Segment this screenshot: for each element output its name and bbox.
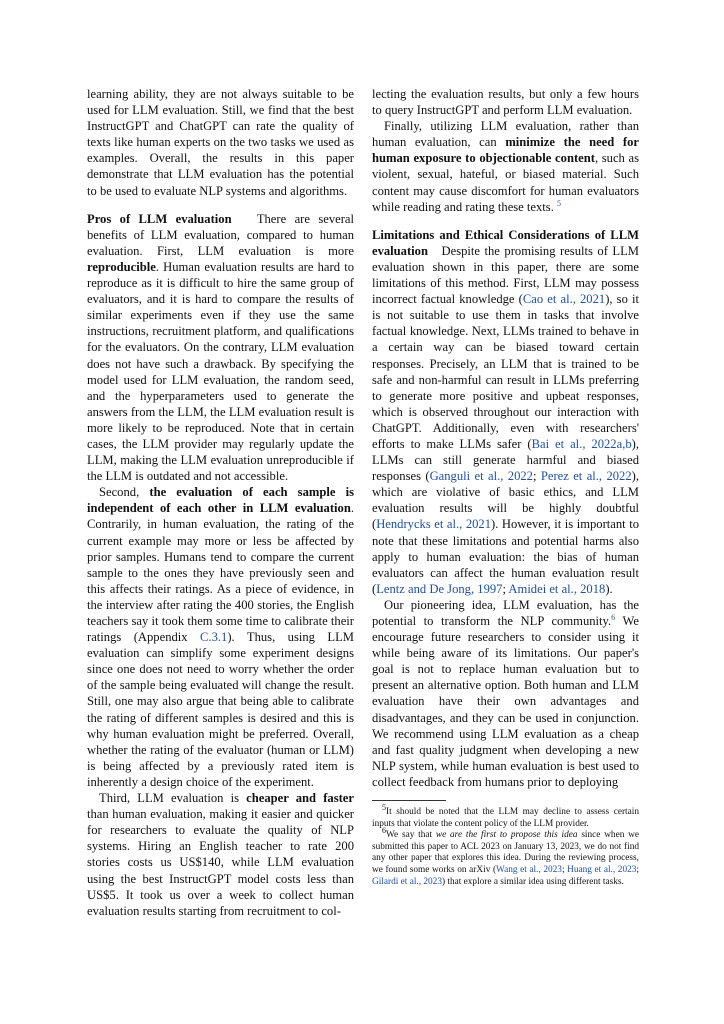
citation-ganguli[interactable]: Ganguli et al., 2022 — [429, 469, 533, 484]
section-heading-limitations: Limitations and Ethical Considerations of LLM evaluation — [372, 227, 639, 258]
citation-huang[interactable]: Huang et al., 2023 — [567, 865, 637, 875]
paragraph-second: Second, the evaluation of each sample is independent of each other in LLM evaluation. Contrarily, in human evaluation, the rating of the current example may more or less be affected by prior samples. Humans tend to compare the current sample to the ones they have previously seen and this affects their ratings. As a piece of evidence, in the interview after rating the 400 stories, the English teachers say it took them some time to calibrate their ratings (Appendix C.3.1). Thus, using LLM evaluation can simplify some experiment designs since one does not need to worry whether the order of the sample being evaluated will change the result. Still, one may also argue that being able to calibrate the rating of different samples is desired and this is why human evaluation might be preferred. Overall, whether the rating of the evaluator (human or LLM) is being affected by a previously rated item is inherently a design choice of the experiment. — [87, 485, 354, 789]
footnote-ref-6[interactable]: 6 — [611, 612, 616, 622]
emphasis-independent: the evaluation of each sample is independent of each other in LLM evaluation — [87, 485, 354, 516]
citation-lentz[interactable]: Lentz and De Jong, 1997 — [376, 581, 503, 596]
paragraph-intro: learning ability, they are not always suitable to be used for LLM evaluation. Still, we find that the best InstructGPT and ChatGPT can rate the quality of texts like human experts on the two tasks we used as examples. Overall, the results in this paper demonstrate that LLM evaluation has the potential to be used to evaluate NLP systems and algorithms. — [87, 87, 354, 198]
paragraph-pioneering: Our pioneering idea, LLM evaluation, has the potential to transform the NLP community.$^6$ We encourage future researchers to consider using it while being aware of its limitations. Our paper's goal is not to replace human evaluation but to present an alternative option. Both human and LLM evaluation have their own advantages and disadvantages, and they can be used in conjunction. We recommend using LLM evaluation as a cheap and fast quality judgment when developing a new NLP system, while human evaluation is best used to collect feedback from humans prior to deploying — [372, 597, 639, 789]
paragraph-finally: Finally, utilizing LLM evaluation, rather than human evaluation, can minimize the need for human exposure to objectionable content, such as violent, sexual, hateful, or biased material. Such content may cause discomfort for human evaluators while reading and rating these texts. $^5$ — [372, 119, 639, 214]
citation-cao[interactable]: Cao et al., 2021 — [522, 292, 606, 307]
footnote-5: $^5$It should be noted that the LLM may decline to assess certain inputs that violate the content policy of the LLM provider. — [372, 802, 639, 829]
section-heading-pros: Pros of LLM evaluation — [87, 211, 232, 226]
citation-bai[interactable]: Bai et al., 2022a,b — [531, 436, 632, 451]
right-column — [372, 86, 639, 888]
footnote-6-number: 6 — [382, 826, 386, 836]
left-column — [87, 86, 354, 919]
paragraph-pros: Pros of LLM evaluation There are several benefits of LLM evaluation, compared to human evaluation. First, LLM evaluation is more reproducible. Human evaluation results are hard to reproduce as it is difficult to hire the same group of evaluators, and it is hard to compare the results of similar experiments even if they use the same instructions, recruitment platform, and qualifications for the evaluators. On the contrary, LLM evaluation does not have such a drawback. By specifying the model used for LLM evaluation, the random seed, and the hyperparameters used to generate the answers from the LLM, the LLM evaluation result is more likely to be reproduced. Note that in certain cases, the LLM provider may regularly update the LLM, making the LLM evaluation unreproducible if the LLM is outdated and not accessible. — [87, 211, 355, 484]
paragraph-continuation: lecting the evaluation results, but only a few hours to query InstructGPT and perform LLM evaluation. — [372, 87, 639, 118]
citation-wang[interactable]: Wang et al., 2023 — [496, 865, 562, 875]
footnote-divider — [372, 800, 446, 801]
citation-gilardi[interactable]: Gilardi et al., 2023 — [372, 876, 442, 887]
citation-perez[interactable]: Perez et al., 2022 — [540, 469, 632, 484]
footnote-6-emphasis: we are the first to propose this idea — [435, 830, 578, 841]
emphasis-cheaper: cheaper and faster — [246, 791, 354, 806]
paragraph-third: Third, LLM evaluation is cheaper and faster than human evaluation, making it easier and quicker for researchers to evaluate the quality of NLP systems. Hiring an English teacher to rate 200 stories costs us US$140, while LLM evaluation using the best InstructGPT model costs less than US$5. It took us over a week to collect human evaluation results starting from recruitment to col- — [87, 791, 354, 918]
link-appendix[interactable]: C.3.1 — [200, 630, 228, 645]
emphasis-reproducible: reproducible — [87, 259, 156, 274]
emphasis-exposure: minimize the need for human exposure to objectionable content — [372, 135, 639, 166]
footnote-ref-5[interactable]: 5 — [557, 198, 562, 208]
citation-amidei[interactable]: Amidei et al., 2018 — [508, 581, 606, 596]
paragraph-limitations: Limitations and Ethical Considerations of LLM evaluation Despite the promising results of LLM evaluation shown in this paper, there are some limitations of this method. First, LLM may possess incorrect factual knowledge (Cao et al., 2021), so it is not suitable to use them in tasks that involve factual knowledge. Next, LLMs trained to behave in a certain way can be biased toward certain responses. Precisely, an LLM that is trained to be safe and non-harmful can result in LLMs preferring to generate more positive and upbeat responses, which is observed throughout our interaction with ChatGPT. Additionally, even with researchers' efforts to make LLMs safer (Bai et al., 2022a,b), LLMs can still generate harmful and biased responses (Ganguli et al., 2022; Perez et al., 2022), which are violative of basic ethics, and LLM evaluation results will be highly doubtful (Hendrycks et al., 2021). However, it is important to note that these limitations and potential harms also apply to human evaluation: the bias of human evaluators can affect the human evaluation result (Lentz and De Jong, 1997; Amidei et al., 2018). — [372, 227, 640, 596]
citation-hendrycks[interactable]: Hendrycks et al., 2021 — [376, 517, 492, 532]
footnote-5-number: 5 — [382, 802, 386, 812]
footnote-6: $^6$We say that we are the first to propose this idea since when we submitted this paper to ACL 2023 on January 13, 2023, we do not find any other paper that explores this idea. During the reviewing process, we found some works on arXiv (Wang et al., 2023; Huang et al., 2023; Gilardi et al., 2023) that explore a similar idea using different tasks. — [372, 826, 639, 887]
